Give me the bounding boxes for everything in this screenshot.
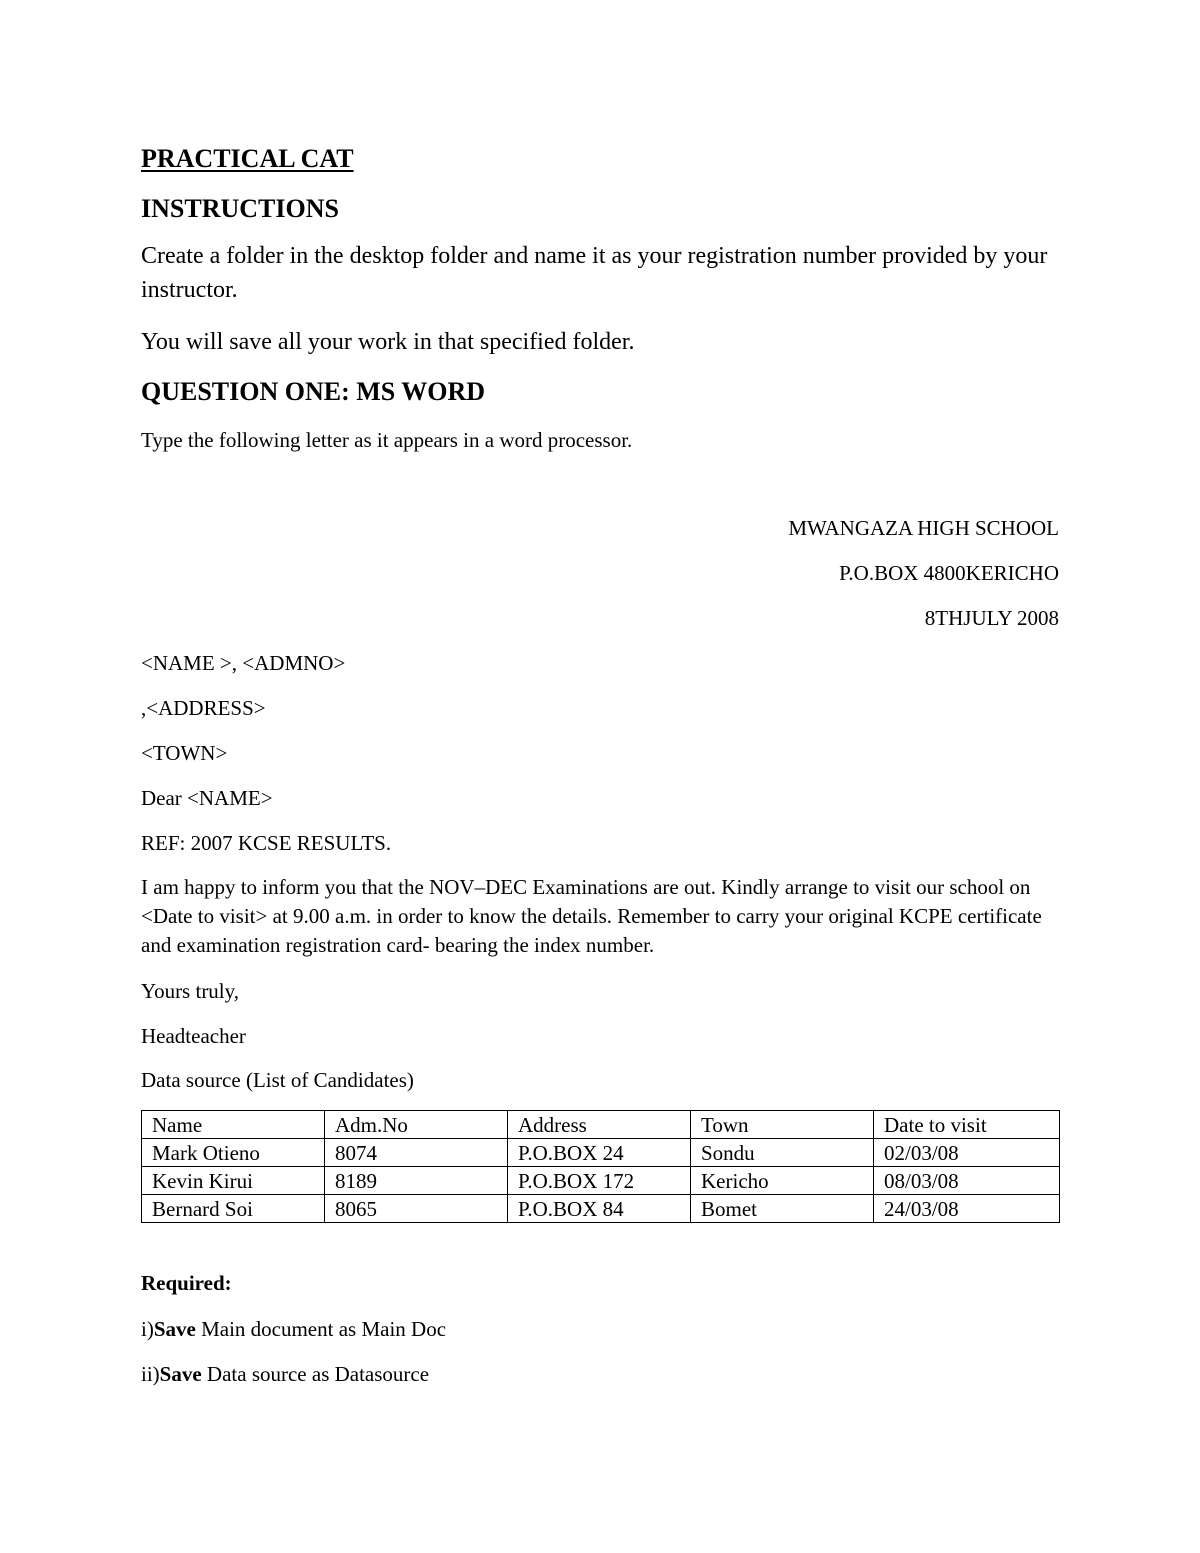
table-header-cell: Address: [508, 1111, 691, 1139]
table-header-cell: Date to visit: [874, 1111, 1060, 1139]
page-title: PRACTICAL CAT: [141, 144, 354, 173]
table-row: [142, 1139, 1060, 1167]
required-heading: [141, 1273, 232, 1294]
letter-recipient-town: <TOWN>: [141, 741, 228, 765]
table-cell: 8074: [325, 1139, 508, 1167]
instruction-paragraph-2: You will save all your work in that specified folder.: [141, 329, 635, 355]
letter-closing: Yours truly,: [141, 979, 240, 1003]
table-cell: 24/03/08: [874, 1195, 1060, 1223]
required-item-1: [141, 1319, 446, 1340]
table-cell: 8189: [325, 1167, 508, 1195]
candidates-table: [141, 1110, 1060, 1223]
document-page: [141, 0, 1059, 1553]
table-header-cell: Name: [142, 1111, 325, 1139]
required-item-1-prefix: i): [141, 1317, 154, 1341]
table-cell: P.O.BOX 172: [508, 1167, 691, 1195]
letter-school-name: MWANGAZA HIGH SCHOOL: [788, 516, 1059, 540]
table-row: [142, 1167, 1060, 1195]
table-header-cell: Adm.No: [325, 1111, 508, 1139]
table-cell: 02/03/08: [874, 1139, 1060, 1167]
required-item-2-prefix: ii): [141, 1362, 160, 1386]
table-cell: Bomet: [691, 1195, 874, 1223]
required-item-1-bold: Save: [153, 1317, 196, 1341]
table-cell: 08/03/08: [874, 1167, 1060, 1195]
table-row: [142, 1195, 1060, 1223]
data-source-label: Data source (List of Candidates): [141, 1068, 414, 1092]
letter-body: I am happy to inform you that the NOV–DEC Examinations are out. Kindly arrange to visit our school on <Date to visit> at 9.00 a.m. in order to know the details. Remember to carry your original KCPE certificate and examination registration card- bearing the index number.: [141, 875, 1042, 957]
letter-school-address: P.O.BOX 4800KERICHO: [839, 561, 1059, 585]
table-cell: Kevin Kirui: [142, 1167, 325, 1195]
letter-recipient-name: <NAME >, <ADMNO>: [141, 651, 346, 675]
letter-recipient-address: ,<ADDRESS>: [141, 696, 266, 720]
required-item-2: [141, 1364, 429, 1385]
question-text: Type the following letter as it appears in a word processor.: [141, 428, 633, 452]
letter-salutation: Dear <NAME>: [141, 786, 273, 810]
table-cell: P.O.BOX 24: [508, 1139, 691, 1167]
table-header-cell: Town: [691, 1111, 874, 1139]
required-heading-text: Required:: [141, 1271, 232, 1295]
required-item-2-text: Data source as Datasource: [201, 1362, 430, 1386]
question-heading: QUESTION ONE: MS WORD: [141, 377, 486, 406]
table-cell: Mark Otieno: [142, 1139, 325, 1167]
table-cell: 8065: [325, 1195, 508, 1223]
instructions-heading: INSTRUCTIONS: [141, 194, 339, 223]
instruction-paragraph-1: Create a folder in the desktop folder and name it as your registration number provided by your instructor.: [141, 243, 1048, 303]
letter-date: 8THJULY 2008: [924, 606, 1059, 630]
table-cell: Kericho: [691, 1167, 874, 1195]
letter-reference: REF: 2007 KCSE RESULTS.: [141, 831, 392, 855]
letter-signature: Headteacher: [141, 1024, 246, 1048]
required-item-2-bold: Save: [159, 1362, 202, 1386]
table-cell: Sondu: [691, 1139, 874, 1167]
required-item-1-text: Main document as Main Doc: [195, 1317, 447, 1341]
table-cell: P.O.BOX 84: [508, 1195, 691, 1223]
table-header-row: [142, 1111, 1060, 1139]
table-cell: Bernard Soi: [142, 1195, 325, 1223]
